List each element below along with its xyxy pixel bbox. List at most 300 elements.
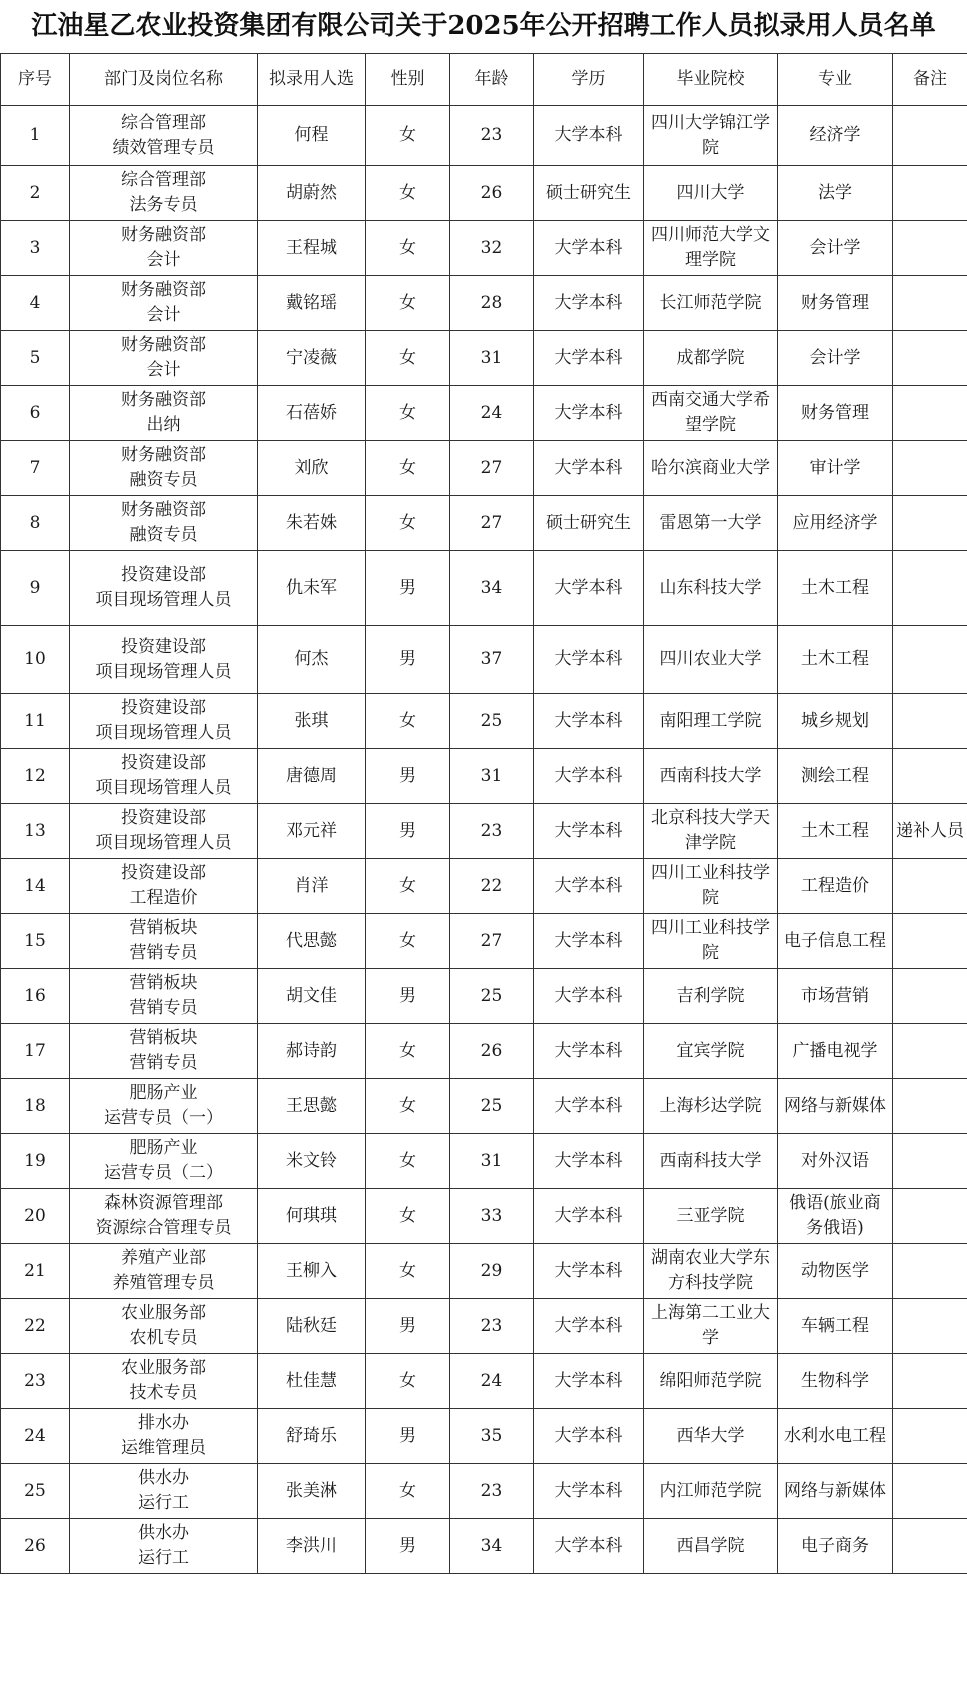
age-cell: 34 — [450, 1519, 534, 1574]
candidate-name: 张琪 — [258, 694, 366, 749]
age-cell: 31 — [450, 1134, 534, 1189]
candidate-name: 舒琦乐 — [258, 1409, 366, 1464]
row-number: 18 — [1, 1079, 70, 1134]
row-number: 1 — [1, 106, 70, 166]
row-number: 11 — [1, 694, 70, 749]
gender-cell: 女 — [366, 441, 450, 496]
candidate-name: 何程 — [258, 106, 366, 166]
table-row — [1, 441, 967, 496]
school-cell: 北京科技大学天津学院 — [644, 804, 778, 859]
note-cell — [893, 1299, 967, 1354]
education-cell: 大学本科 — [534, 749, 644, 804]
gender-cell: 男 — [366, 1409, 450, 1464]
age-cell: 28 — [450, 276, 534, 331]
note-cell — [893, 626, 967, 694]
major-cell: 俄语(旅业商务俄语) — [778, 1189, 893, 1244]
table-row — [1, 1299, 967, 1354]
age-cell: 37 — [450, 626, 534, 694]
row-number: 8 — [1, 496, 70, 551]
school-cell: 上海杉达学院 — [644, 1079, 778, 1134]
candidate-name: 何琪琪 — [258, 1189, 366, 1244]
header-no: 序号 — [1, 54, 70, 106]
candidate-name: 石蓓娇 — [258, 386, 366, 441]
school-cell: 西华大学 — [644, 1409, 778, 1464]
row-number: 10 — [1, 626, 70, 694]
note-cell — [893, 749, 967, 804]
post-name: 融资专员 — [129, 470, 198, 490]
education-cell: 大学本科 — [534, 1134, 644, 1189]
major-cell: 城乡规划 — [778, 694, 893, 749]
header-school: 毕业院校 — [644, 54, 778, 106]
gender-cell: 女 — [366, 276, 450, 331]
table-row — [1, 106, 967, 166]
age-cell: 25 — [450, 1079, 534, 1134]
major-cell: 网络与新媒体 — [778, 1079, 893, 1134]
school-cell: 三亚学院 — [644, 1189, 778, 1244]
row-number: 23 — [1, 1354, 70, 1409]
candidate-name: 宁凌薇 — [258, 331, 366, 386]
education-cell: 大学本科 — [534, 1464, 644, 1519]
major-cell: 经济学 — [778, 106, 893, 166]
school-cell: 四川农业大学 — [644, 626, 778, 694]
dept-post-cell — [70, 496, 258, 551]
school-cell: 雷恩第一大学 — [644, 496, 778, 551]
dept-post-cell — [70, 969, 258, 1024]
row-number: 7 — [1, 441, 70, 496]
major-cell: 动物医学 — [778, 1244, 893, 1299]
candidate-name: 戴铭瑶 — [258, 276, 366, 331]
row-number: 14 — [1, 859, 70, 914]
row-number: 16 — [1, 969, 70, 1024]
major-cell: 广播电视学 — [778, 1024, 893, 1079]
row-number: 4 — [1, 276, 70, 331]
note-cell — [893, 1079, 967, 1134]
table-row — [1, 694, 967, 749]
dept-post-cell — [70, 1354, 258, 1409]
note-cell: 递补人员 — [893, 804, 967, 859]
dept-name: 排水办 — [138, 1413, 189, 1433]
dept-post-cell — [70, 914, 258, 969]
post-name: 农机专员 — [129, 1328, 198, 1348]
age-cell: 35 — [450, 1409, 534, 1464]
candidate-name: 邓元祥 — [258, 804, 366, 859]
row-number: 9 — [1, 551, 70, 626]
major-cell: 对外汉语 — [778, 1134, 893, 1189]
note-cell — [893, 386, 967, 441]
age-cell: 23 — [450, 1464, 534, 1519]
dept-name: 投资建设部 — [121, 863, 206, 883]
table-row — [1, 386, 967, 441]
age-cell: 26 — [450, 166, 534, 221]
major-cell: 财务管理 — [778, 276, 893, 331]
candidate-name: 王柳入 — [258, 1244, 366, 1299]
dept-post-cell — [70, 1079, 258, 1134]
note-cell — [893, 1409, 967, 1464]
school-cell: 南阳理工学院 — [644, 694, 778, 749]
note-cell — [893, 551, 967, 626]
dept-post-cell — [70, 859, 258, 914]
education-cell: 大学本科 — [534, 626, 644, 694]
education-cell: 大学本科 — [534, 914, 644, 969]
row-number: 26 — [1, 1519, 70, 1574]
table-row — [1, 331, 967, 386]
major-cell: 土木工程 — [778, 804, 893, 859]
header-age: 年龄 — [450, 54, 534, 106]
table-header-row — [1, 54, 967, 106]
dept-post-cell — [70, 626, 258, 694]
dept-post-cell — [70, 1024, 258, 1079]
note-cell — [893, 1244, 967, 1299]
dept-name: 农业服务部 — [121, 1358, 206, 1378]
education-cell: 大学本科 — [534, 441, 644, 496]
dept-post-cell — [70, 331, 258, 386]
note-cell — [893, 1519, 967, 1574]
post-name: 出纳 — [146, 415, 181, 435]
row-number: 22 — [1, 1299, 70, 1354]
row-number: 20 — [1, 1189, 70, 1244]
dept-post-cell — [70, 386, 258, 441]
education-cell: 大学本科 — [534, 331, 644, 386]
gender-cell: 女 — [366, 694, 450, 749]
education-cell: 大学本科 — [534, 1299, 644, 1354]
major-cell: 会计学 — [778, 331, 893, 386]
school-cell: 四川大学 — [644, 166, 778, 221]
header-note: 备注 — [893, 54, 967, 106]
education-cell: 大学本科 — [534, 969, 644, 1024]
education-cell: 大学本科 — [534, 1079, 644, 1134]
major-cell: 财务管理 — [778, 386, 893, 441]
post-name: 养殖管理专员 — [112, 1273, 215, 1293]
age-cell: 27 — [450, 441, 534, 496]
post-name: 工程造价 — [129, 888, 198, 908]
education-cell: 硕士研究生 — [534, 496, 644, 551]
table-row — [1, 496, 967, 551]
table-row — [1, 551, 967, 626]
candidate-name: 胡文佳 — [258, 969, 366, 1024]
post-name: 技术专员 — [129, 1383, 198, 1403]
dept-name: 营销板块 — [129, 1028, 198, 1048]
post-name: 法务专员 — [129, 195, 198, 215]
row-number: 25 — [1, 1464, 70, 1519]
row-number: 19 — [1, 1134, 70, 1189]
school-cell: 宜宾学院 — [644, 1024, 778, 1079]
gender-cell: 女 — [366, 1024, 450, 1079]
education-cell: 大学本科 — [534, 859, 644, 914]
dept-post-cell — [70, 551, 258, 626]
candidate-name: 陆秋廷 — [258, 1299, 366, 1354]
major-cell: 工程造价 — [778, 859, 893, 914]
gender-cell: 女 — [366, 386, 450, 441]
education-cell: 大学本科 — [534, 1189, 644, 1244]
dept-post-cell — [70, 221, 258, 276]
note-cell — [893, 1024, 967, 1079]
major-cell: 应用经济学 — [778, 496, 893, 551]
candidate-name: 刘欣 — [258, 441, 366, 496]
dept-name: 投资建设部 — [121, 808, 206, 828]
header-name: 拟录用人选 — [258, 54, 366, 106]
row-number: 21 — [1, 1244, 70, 1299]
candidate-name: 王程城 — [258, 221, 366, 276]
school-cell: 湖南农业大学东方科技学院 — [644, 1244, 778, 1299]
major-cell: 法学 — [778, 166, 893, 221]
age-cell: 24 — [450, 386, 534, 441]
table-row — [1, 804, 967, 859]
row-number: 5 — [1, 331, 70, 386]
education-cell: 大学本科 — [534, 1409, 644, 1464]
dept-post-cell — [70, 1519, 258, 1574]
age-cell: 24 — [450, 1354, 534, 1409]
table-row — [1, 1354, 967, 1409]
post-name: 项目现场管理人员 — [95, 778, 232, 798]
gender-cell: 女 — [366, 1079, 450, 1134]
post-name: 营销专员 — [129, 943, 198, 963]
table-row — [1, 276, 967, 331]
major-cell: 会计学 — [778, 221, 893, 276]
major-cell: 车辆工程 — [778, 1299, 893, 1354]
table-row — [1, 1134, 967, 1189]
note-cell — [893, 1189, 967, 1244]
table-row — [1, 1519, 967, 1574]
table-row — [1, 166, 967, 221]
post-name: 项目现场管理人员 — [95, 590, 232, 610]
row-number: 15 — [1, 914, 70, 969]
header-major: 专业 — [778, 54, 893, 106]
candidate-name: 杜佳慧 — [258, 1354, 366, 1409]
note-cell — [893, 496, 967, 551]
age-cell: 31 — [450, 331, 534, 386]
gender-cell: 女 — [366, 331, 450, 386]
post-name: 营销专员 — [129, 998, 198, 1018]
dept-name: 综合管理部 — [121, 112, 206, 133]
post-name: 项目现场管理人员 — [95, 833, 232, 853]
gender-cell: 男 — [366, 749, 450, 804]
age-cell: 22 — [450, 859, 534, 914]
dept-name: 投资建设部 — [121, 636, 206, 657]
education-cell: 大学本科 — [534, 694, 644, 749]
dept-name: 营销板块 — [129, 973, 198, 993]
table-row — [1, 1024, 967, 1079]
candidate-name: 肖洋 — [258, 859, 366, 914]
dept-post-cell — [70, 1409, 258, 1464]
education-cell: 大学本科 — [534, 1244, 644, 1299]
candidate-name: 朱若姝 — [258, 496, 366, 551]
dept-name: 养殖产业部 — [121, 1248, 206, 1268]
gender-cell: 女 — [366, 1244, 450, 1299]
education-cell: 大学本科 — [534, 804, 644, 859]
dept-name: 森林资源管理部 — [104, 1193, 223, 1213]
dept-name: 财务融资部 — [121, 500, 206, 520]
age-cell: 26 — [450, 1024, 534, 1079]
school-cell: 四川师范大学文理学院 — [644, 221, 778, 276]
age-cell: 27 — [450, 496, 534, 551]
dept-name: 供水办 — [138, 1523, 189, 1543]
note-cell — [893, 441, 967, 496]
header-dept-post: 部门及岗位名称 — [70, 54, 258, 106]
header-gender: 性别 — [366, 54, 450, 106]
major-cell: 测绘工程 — [778, 749, 893, 804]
table-row — [1, 914, 967, 969]
education-cell: 大学本科 — [534, 276, 644, 331]
major-cell: 电子商务 — [778, 1519, 893, 1574]
school-cell: 四川工业科技学院 — [644, 859, 778, 914]
dept-post-cell — [70, 1189, 258, 1244]
school-cell: 成都学院 — [644, 331, 778, 386]
gender-cell: 女 — [366, 106, 450, 166]
school-cell: 西南科技大学 — [644, 749, 778, 804]
major-cell: 网络与新媒体 — [778, 1464, 893, 1519]
note-cell — [893, 1464, 967, 1519]
dept-name: 财务融资部 — [121, 280, 206, 300]
education-cell: 大学本科 — [534, 551, 644, 626]
age-cell: 32 — [450, 221, 534, 276]
school-cell: 西南科技大学 — [644, 1134, 778, 1189]
post-name: 资源综合管理专员 — [95, 1218, 232, 1238]
dept-name: 农业服务部 — [121, 1303, 206, 1323]
school-cell: 四川工业科技学院 — [644, 914, 778, 969]
dept-name: 财务融资部 — [121, 390, 206, 410]
note-cell — [893, 1354, 967, 1409]
candidate-name: 郝诗韵 — [258, 1024, 366, 1079]
note-cell — [893, 166, 967, 221]
post-name: 绩效管理专员 — [112, 137, 215, 158]
education-cell: 大学本科 — [534, 1024, 644, 1079]
dept-post-cell — [70, 804, 258, 859]
candidate-name: 张美淋 — [258, 1464, 366, 1519]
school-cell: 四川大学锦江学院 — [644, 106, 778, 166]
age-cell: 25 — [450, 694, 534, 749]
post-name: 营销专员 — [129, 1053, 198, 1073]
dept-post-cell — [70, 1464, 258, 1519]
gender-cell: 男 — [366, 551, 450, 626]
school-cell: 绵阳师范学院 — [644, 1354, 778, 1409]
table-row — [1, 626, 967, 694]
note-cell — [893, 106, 967, 166]
school-cell: 山东科技大学 — [644, 551, 778, 626]
candidate-name: 米文铃 — [258, 1134, 366, 1189]
gender-cell: 女 — [366, 166, 450, 221]
table-row — [1, 1409, 967, 1464]
note-cell — [893, 859, 967, 914]
post-name: 会计 — [146, 250, 181, 270]
table-row — [1, 221, 967, 276]
dept-name: 投资建设部 — [121, 565, 206, 585]
age-cell: 23 — [450, 804, 534, 859]
table-row — [1, 969, 967, 1024]
dept-name: 财务融资部 — [121, 445, 206, 465]
major-cell: 生物科学 — [778, 1354, 893, 1409]
row-number: 13 — [1, 804, 70, 859]
dept-name: 综合管理部 — [121, 170, 206, 190]
candidate-name: 何杰 — [258, 626, 366, 694]
age-cell: 33 — [450, 1189, 534, 1244]
note-cell — [893, 221, 967, 276]
row-number: 17 — [1, 1024, 70, 1079]
table-row — [1, 1464, 967, 1519]
school-cell: 西昌学院 — [644, 1519, 778, 1574]
row-number: 2 — [1, 166, 70, 221]
education-cell: 大学本科 — [534, 1519, 644, 1574]
dept-name: 营销板块 — [129, 918, 198, 938]
post-name: 运行工 — [138, 1548, 189, 1568]
age-cell: 27 — [450, 914, 534, 969]
school-cell: 吉利学院 — [644, 969, 778, 1024]
post-name: 会计 — [146, 360, 181, 380]
gender-cell: 女 — [366, 1464, 450, 1519]
note-cell — [893, 914, 967, 969]
candidate-name: 代思懿 — [258, 914, 366, 969]
row-number: 3 — [1, 221, 70, 276]
age-cell: 25 — [450, 969, 534, 1024]
dept-post-cell — [70, 441, 258, 496]
dept-post-cell — [70, 749, 258, 804]
gender-cell: 女 — [366, 496, 450, 551]
major-cell: 审计学 — [778, 441, 893, 496]
post-name: 项目现场管理人员 — [95, 723, 232, 743]
dept-name: 投资建设部 — [121, 753, 206, 773]
candidate-name: 唐德周 — [258, 749, 366, 804]
major-cell: 电子信息工程 — [778, 914, 893, 969]
age-cell: 29 — [450, 1244, 534, 1299]
table-row — [1, 749, 967, 804]
education-cell: 大学本科 — [534, 386, 644, 441]
table-body — [1, 106, 967, 1574]
school-cell: 哈尔滨商业大学 — [644, 441, 778, 496]
post-name: 运行工 — [138, 1493, 189, 1513]
dept-post-cell — [70, 1299, 258, 1354]
table-row — [1, 1079, 967, 1134]
major-cell: 水利水电工程 — [778, 1409, 893, 1464]
row-number: 24 — [1, 1409, 70, 1464]
gender-cell: 男 — [366, 1519, 450, 1574]
dept-post-cell — [70, 1244, 258, 1299]
dept-name: 肥肠产业 — [129, 1138, 198, 1158]
row-number: 12 — [1, 749, 70, 804]
dept-name: 财务融资部 — [121, 225, 206, 245]
dept-post-cell — [70, 694, 258, 749]
education-cell: 硕士研究生 — [534, 166, 644, 221]
row-number: 6 — [1, 386, 70, 441]
school-cell: 长江师范学院 — [644, 276, 778, 331]
education-cell: 大学本科 — [534, 1354, 644, 1409]
note-cell — [893, 694, 967, 749]
header-education: 学历 — [534, 54, 644, 106]
age-cell: 31 — [450, 749, 534, 804]
note-cell — [893, 969, 967, 1024]
gender-cell: 女 — [366, 1189, 450, 1244]
major-cell: 土木工程 — [778, 626, 893, 694]
gender-cell: 男 — [366, 969, 450, 1024]
education-cell: 大学本科 — [534, 221, 644, 276]
post-name: 融资专员 — [129, 525, 198, 545]
education-cell: 大学本科 — [534, 106, 644, 166]
candidate-name: 王思懿 — [258, 1079, 366, 1134]
gender-cell: 女 — [366, 221, 450, 276]
post-name: 运维管理员 — [121, 1438, 206, 1458]
post-name: 项目现场管理人员 — [95, 661, 232, 682]
gender-cell: 女 — [366, 1134, 450, 1189]
candidate-name: 胡蔚然 — [258, 166, 366, 221]
note-cell — [893, 1134, 967, 1189]
dept-post-cell — [70, 1134, 258, 1189]
dept-name: 投资建设部 — [121, 698, 206, 718]
note-cell — [893, 331, 967, 386]
table-row — [1, 1189, 967, 1244]
hire-list-table — [0, 53, 967, 1574]
school-cell: 西南交通大学希望学院 — [644, 386, 778, 441]
table-row — [1, 1244, 967, 1299]
dept-post-cell — [70, 106, 258, 166]
gender-cell: 男 — [366, 1299, 450, 1354]
